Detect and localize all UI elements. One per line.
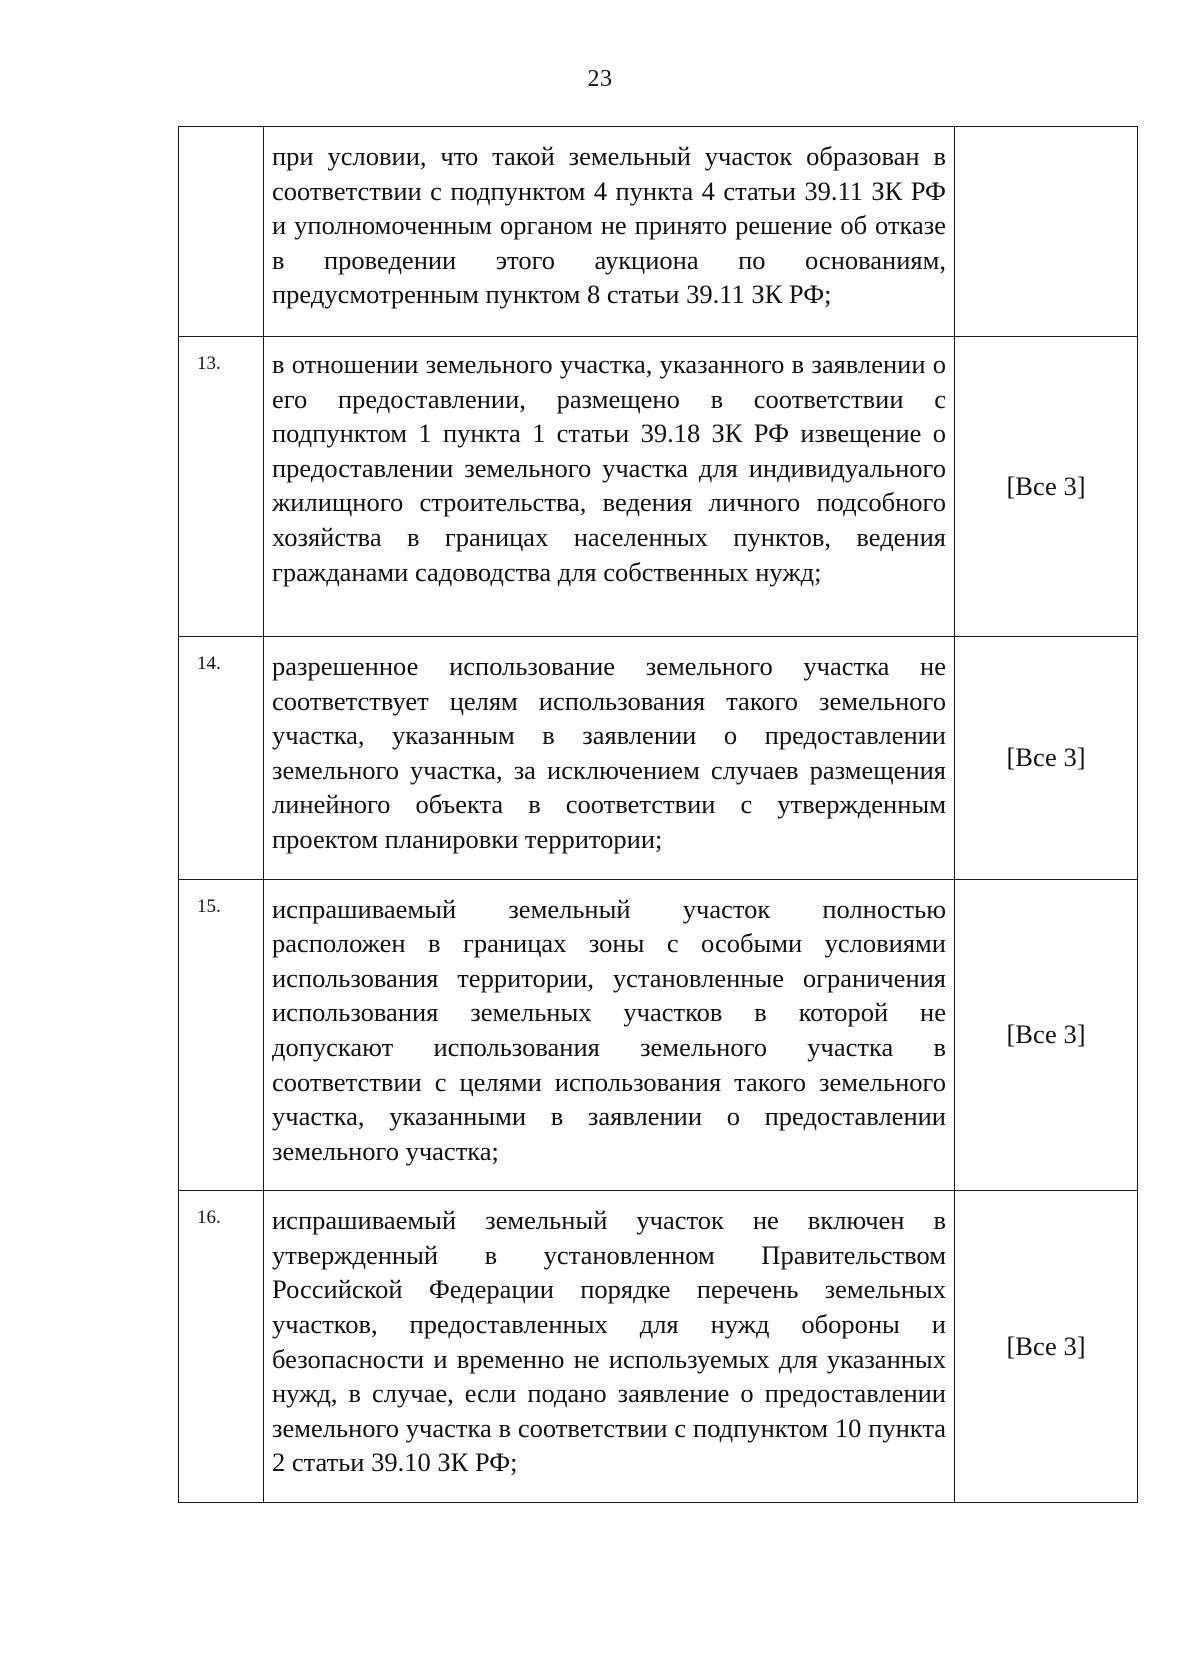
- table-row-15: [179, 879, 1138, 1191]
- row-number: 13.: [179, 336, 264, 636]
- row-text-content: испрашиваемый земельный участок не включен в утвержденный в установленном Правительством Российской Федерации порядке перечень земельных участков, предоставленных для нужд обороны и безопасности и временно не используемых для указанных нужд, в случае, если подано заявление о предоставлении земельного участка в соответствии с подпунктом 10 пункта 2 статьи 39.10 ЗК РФ;: [272, 1205, 946, 1478]
- table-row-13: [179, 336, 1138, 636]
- row-text-content: испрашиваемый земельный участок полностью расположен в границах зоны с особыми условиями использования территории, установленные ограничения использования земельных участков в которой не допускают использования земельного участка в соответствии с целями использования такого земельного участка, указанными в заявлении о предоставлении земельного участка;: [272, 893, 946, 1166]
- row-text-content: при условии, что такой земельный участок образован в соответствии с подпунктом 4 пункта 4 статьи 39.11 ЗК РФ и уполномоченным органом не принято решение об отказе в проведении этого аукциона по основаниям, предусмотренным пунктом 8 статьи 39.11 ЗК РФ;: [272, 141, 946, 310]
- row-code: [955, 127, 1138, 337]
- row-text-content: разрешенное использование земельного участка не соответствует целям использования такого земельного участка, указанным в заявлении о предоставлении земельного участка, за исключением случаев размещения линейного объекта в соответствии с утвержденным проектом планировки территории;: [272, 650, 946, 854]
- row-number: [179, 127, 264, 337]
- table-row-continuation: [179, 127, 1138, 337]
- row-code: [Все 3]: [955, 336, 1138, 636]
- table-row-14: [179, 636, 1138, 879]
- row-text: [264, 636, 955, 879]
- document-table: [178, 126, 1138, 1503]
- table-row-16: [179, 1191, 1138, 1503]
- row-text: [264, 336, 955, 636]
- row-number: 16.: [179, 1191, 264, 1503]
- row-code: [Все 3]: [955, 636, 1138, 879]
- row-text: [264, 127, 955, 337]
- row-text-content: в отношении земельного участка, указанного в заявлении о его предоставлении, размещено в соответствии с подпунктом 1 пункта 1 статьи 39.18 ЗК РФ извещение о предоставлении земельного участка для индивидуального жилищного строительства, ведения личного подсобного хозяйства в границах населенных пунктов, ведения гражданами садоводства для собственных нужд;: [272, 348, 946, 587]
- row-code: [Все 3]: [955, 879, 1138, 1191]
- row-number: 15.: [179, 879, 264, 1191]
- row-number: 14.: [179, 636, 264, 879]
- row-text: [264, 879, 955, 1191]
- page-number: 23: [587, 66, 613, 92]
- row-text: [264, 1191, 955, 1503]
- row-code: [Все 3]: [955, 1191, 1138, 1503]
